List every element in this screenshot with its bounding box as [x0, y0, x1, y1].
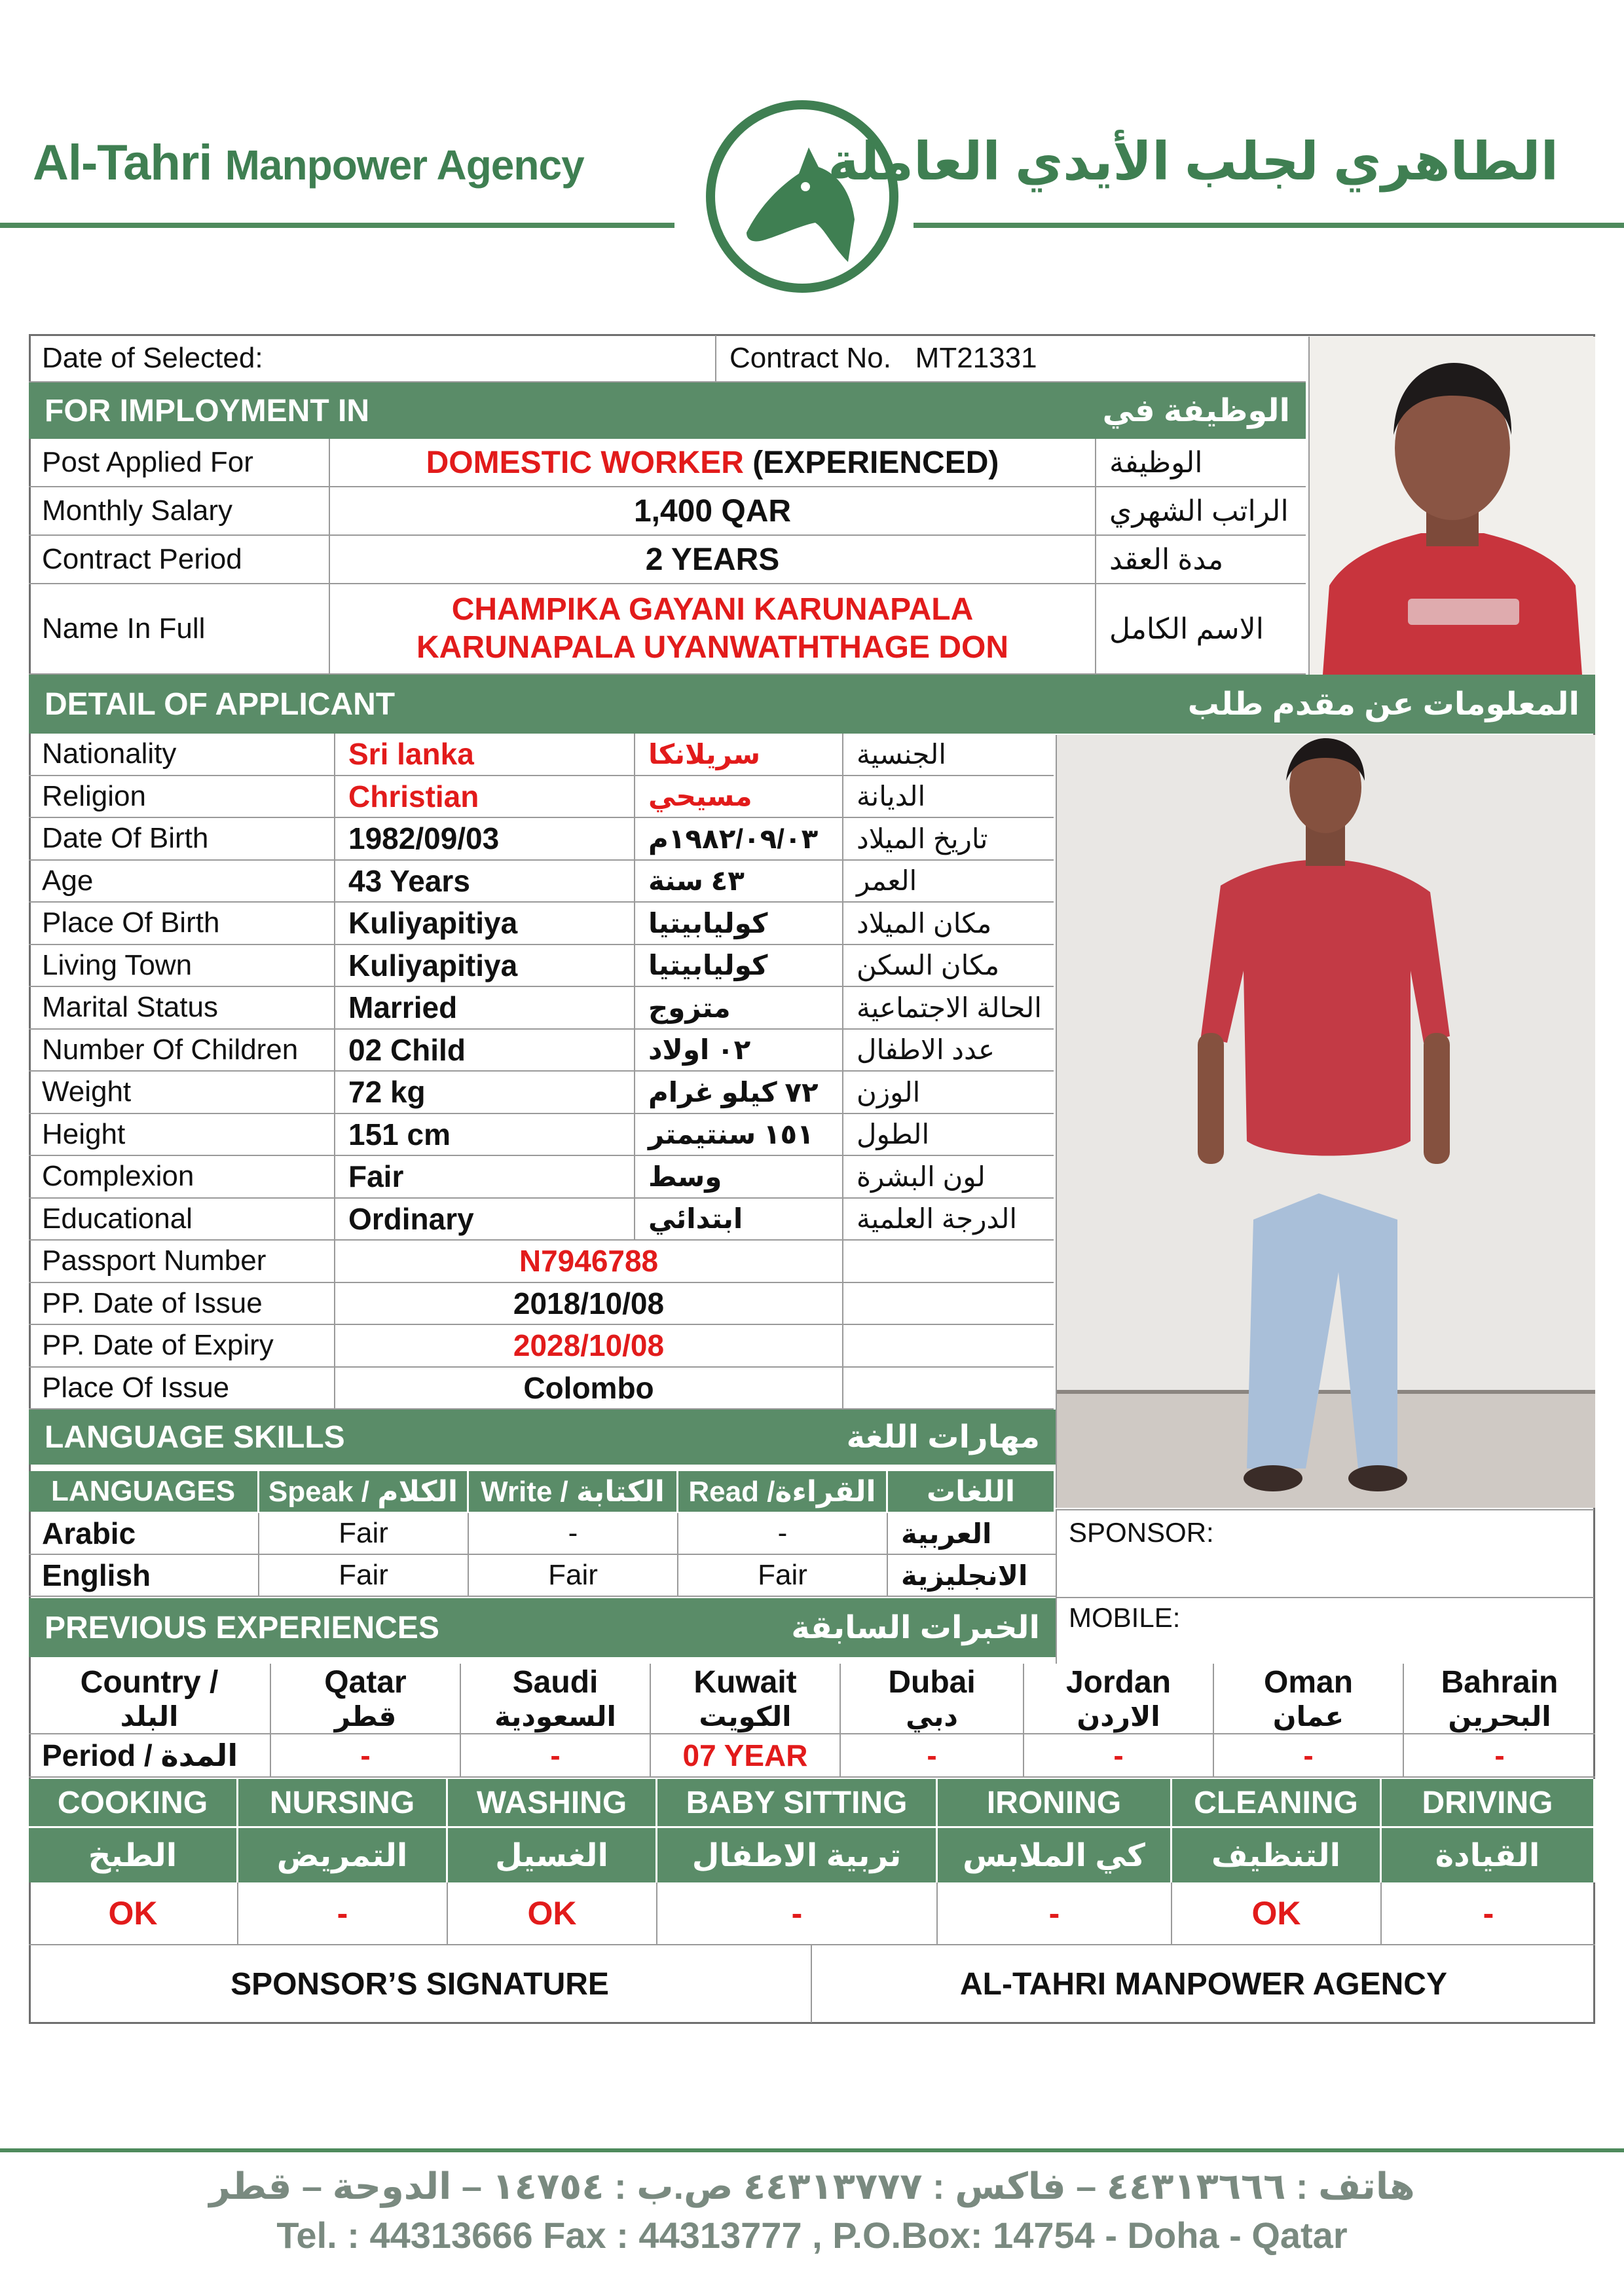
country-ar: قطر	[334, 1701, 397, 1732]
language-title-en: LANGUAGE SKILLS	[45, 1419, 345, 1455]
skill-value: OK	[29, 1882, 238, 1944]
period-value: -	[1494, 1738, 1505, 1772]
applicant-label-ar: تاريخ الميلاد	[857, 823, 988, 854]
skill-cooking: COOKING	[29, 1779, 238, 1826]
country-en: Oman	[1263, 1665, 1354, 1700]
country-ar: السعودية	[494, 1701, 616, 1732]
applicant-label: Complexion	[29, 1156, 335, 1197]
speak-header: Speak / الكلام	[259, 1471, 469, 1512]
applicant-value: Kuliyapitiya	[335, 945, 635, 986]
country-cell	[29, 1664, 271, 1733]
country-en: Qatar	[324, 1665, 407, 1700]
skill-ar: التنظيف	[1172, 1828, 1382, 1882]
skill-value: -	[1483, 1895, 1494, 1932]
mobile-label: MOBILE:	[1069, 1602, 1181, 1633]
post-value-red: DOMESTIC WORKER	[426, 445, 744, 480]
country-cell	[841, 1664, 1024, 1733]
experience-title-en: PREVIOUS EXPERIENCES	[45, 1610, 439, 1645]
applicant-value-ar: متزوج	[635, 987, 843, 1028]
passport-row	[29, 1241, 1054, 1283]
post-value-black: (EXPERIENCED)	[743, 445, 999, 480]
language-name: Arabic	[29, 1513, 259, 1554]
language-row-english	[29, 1555, 1056, 1597]
period-label: Period / المدة	[29, 1734, 271, 1776]
applicant-label-ar: لون البشرة	[857, 1161, 986, 1192]
passport-empty-cell	[843, 1325, 1054, 1366]
applicant-band	[29, 675, 1595, 734]
name-label-ar: الاسم الكامل	[1109, 612, 1264, 645]
date-label: Date of Selected:	[29, 335, 716, 381]
post-label-ar: الوظيفة	[1109, 446, 1203, 479]
contract-cell	[716, 335, 1306, 381]
applicant-label-ar: عدد الاطفال	[857, 1034, 995, 1066]
country-cell	[1214, 1664, 1404, 1733]
footer-contact-ar: هاتف : ٤٤٣١٣٦٦٦ – فاكس : ٤٤٣١٣٧٧٧ ص.ب : ١٤٧٥٤ – الدوحة – قطر	[209, 2165, 1415, 2207]
country-en: Saudi	[512, 1665, 599, 1700]
languages-header-ar: اللغات	[888, 1471, 1056, 1512]
applicant-label-ar: مكان الميلاد	[857, 907, 992, 939]
post-label: Post Applied For	[29, 439, 330, 486]
skill-nursing: NURSING	[238, 1779, 448, 1826]
applicant-label-ar: الديانة	[857, 781, 926, 812]
applicant-value: 43 Years	[335, 861, 635, 902]
skill-value: -	[938, 1882, 1172, 1944]
applicant-label: Nationality	[29, 734, 335, 775]
applicant-row	[29, 1030, 1054, 1072]
language-title-ar: مهارات اللغة	[846, 1420, 1040, 1455]
applicant-value: Married	[335, 987, 635, 1028]
country-en: Kuwait	[693, 1665, 797, 1700]
header-rule-left	[0, 223, 674, 228]
period-value: -	[271, 1734, 461, 1776]
passport-value: N7946788	[335, 1241, 843, 1282]
applicant-label-ar: الدرجة العلمية	[857, 1203, 1018, 1235]
passport-label: Place Of Issue	[29, 1368, 335, 1409]
name-row	[29, 584, 1306, 675]
name-label: Name In Full	[29, 584, 330, 673]
post-row	[29, 439, 1306, 487]
employment-band	[29, 383, 1306, 439]
applicant-row	[29, 861, 1054, 903]
applicant-value-ar: كوليابيتيا	[635, 903, 843, 944]
language-write: -	[469, 1513, 678, 1554]
passport-value: 2018/10/08	[335, 1283, 843, 1324]
countries-row	[29, 1664, 1595, 1734]
applicant-value-ar: كوليابيتيا	[635, 945, 843, 986]
country-ar: عمان	[1272, 1701, 1344, 1732]
country-cell	[651, 1664, 841, 1733]
write-header: Write / الكتابة	[469, 1471, 678, 1512]
skill-ar: التمريض	[238, 1828, 448, 1882]
brand-name-en	[33, 134, 584, 191]
applicant-label-ar: الطول	[857, 1119, 930, 1150]
sponsor-signature: SPONSOR’S SIGNATURE	[29, 1945, 812, 2023]
skill-value: OK	[448, 1882, 657, 1944]
country-en: Dubai	[888, 1665, 976, 1700]
passport-empty-cell	[843, 1241, 1054, 1282]
languages-header: LANGUAGES	[29, 1471, 259, 1512]
header-rule-right	[913, 223, 1624, 228]
employment-title-en: FOR IMPLOYMENT IN	[45, 393, 369, 428]
skills-values-row	[29, 1882, 1595, 1945]
country-ar: الكويت	[699, 1701, 792, 1732]
skill-baby-sitting: BABY SITTING	[657, 1779, 938, 1826]
applicant-row	[29, 1114, 1054, 1157]
language-speak: Fair	[259, 1555, 469, 1596]
applicant-label: Number Of Children	[29, 1030, 335, 1071]
sponsor-label: SPONSOR:	[1069, 1517, 1214, 1548]
language-name: English	[29, 1555, 259, 1596]
country-ar: البلد	[120, 1701, 179, 1732]
applicant-label-ar: الحالة الاجتماعية	[857, 992, 1042, 1023]
country-ar: البحرين	[1448, 1701, 1551, 1732]
skill-ar: تربية الاطفال	[657, 1828, 938, 1882]
country-en: Bahrain	[1441, 1665, 1559, 1700]
applicant-label: Height	[29, 1114, 335, 1155]
contract-number: MT21331	[915, 342, 1037, 374]
country-cell	[271, 1664, 461, 1733]
experience-band	[29, 1598, 1056, 1657]
read-header: Read /القراءة	[678, 1471, 888, 1512]
skill-driving: DRIVING	[1382, 1779, 1595, 1826]
language-read: -	[678, 1513, 888, 1554]
applicant-value-ar: ٤٣ سنة	[635, 861, 843, 902]
passport-value: Colombo	[335, 1368, 843, 1409]
language-write: Fair	[469, 1555, 678, 1596]
applicant-label-ar: الوزن	[857, 1076, 921, 1108]
horse-logo-icon	[701, 95, 904, 298]
full-body-photo	[1056, 735, 1595, 1508]
country-ar: دبي	[906, 1701, 958, 1732]
passport-row	[29, 1368, 1054, 1410]
skill-value: -	[657, 1882, 938, 1944]
brand-name-part2: Manpower Agency	[225, 141, 584, 189]
passport-row	[29, 1325, 1054, 1368]
applicant-value-ar: سريلانكا	[635, 734, 843, 775]
full-name-line1: CHAMPIKA GAYANI KARUNAPALA	[451, 592, 974, 627]
passport-label: PP. Date of Issue	[29, 1283, 335, 1324]
period-value: -	[1024, 1734, 1214, 1776]
applicant-value-ar: وسط	[635, 1156, 843, 1197]
applicant-value: Christian	[335, 776, 635, 817]
applicant-value-ar: مسيحي	[635, 776, 843, 817]
headshot-photo	[1308, 337, 1595, 675]
mobile-box	[1056, 1597, 1594, 1664]
period-values-row	[29, 1734, 1595, 1778]
country-cell	[1404, 1664, 1595, 1733]
contract-period-label-ar: مدة العقد	[1109, 543, 1224, 576]
period-value: -	[841, 1734, 1024, 1776]
language-read: Fair	[678, 1555, 888, 1596]
applicant-value-ar: ٠٢ اولاد	[635, 1030, 843, 1071]
skill-value: OK	[1172, 1882, 1382, 1944]
brand-name-ar: الطاهري لجلب الأيدي العاملة	[828, 132, 1559, 191]
applicant-value: 151 cm	[335, 1114, 635, 1155]
applicant-row	[29, 903, 1054, 945]
applicant-value: Kuliyapitiya	[335, 903, 635, 944]
agency-signature: AL-TAHRI MANPOWER AGENCY	[960, 1966, 1447, 2002]
applicant-row	[29, 945, 1054, 988]
applicant-row	[29, 734, 1054, 776]
applicant-value: 1982/09/03	[335, 818, 635, 859]
country-ar: الاردن	[1077, 1701, 1160, 1732]
applicant-label: Place Of Birth	[29, 903, 335, 944]
country-en: Country /	[80, 1665, 219, 1700]
signature-row	[29, 1945, 1595, 2023]
skill-ar: الغسيل	[448, 1828, 657, 1882]
applicant-row	[29, 1072, 1054, 1114]
contract-period-label: Contract Period	[29, 536, 330, 583]
applicant-value: 02 Child	[335, 1030, 635, 1071]
applicant-value: Ordinary	[335, 1199, 635, 1240]
applicant-value: 72 kg	[335, 1072, 635, 1113]
period-row	[29, 536, 1306, 584]
applicant-label: Age	[29, 861, 335, 902]
applicant-row	[29, 987, 1054, 1030]
language-speak: Fair	[259, 1513, 469, 1554]
language-row-arabic	[29, 1513, 1056, 1555]
applicant-label-ar: العمر	[857, 865, 917, 897]
applicant-label: Weight	[29, 1072, 335, 1113]
applicant-value-ar: ١٩٨٢/٠٩/٠٣م	[635, 818, 843, 859]
applicant-label: Marital Status	[29, 987, 335, 1028]
period-value: -	[461, 1734, 651, 1776]
experience-title-ar: الخبرات السابقة	[791, 1611, 1040, 1645]
skill-ar: القيادة	[1382, 1828, 1595, 1882]
language-name-ar: الانجليزية	[901, 1560, 1028, 1591]
applicant-label: Educational	[29, 1199, 335, 1240]
applicant-title-ar: المعلومات عن مقدم طلب	[1187, 687, 1579, 722]
country-cell	[1024, 1664, 1214, 1733]
passport-label: Passport Number	[29, 1241, 335, 1282]
brand-name-part1: Al-Tahri	[33, 135, 212, 191]
contract-label: Contract No.	[729, 342, 891, 374]
applicant-label: Religion	[29, 776, 335, 817]
period-value: 07 YEAR	[651, 1734, 841, 1776]
skill-cleaning: CLEANING	[1172, 1779, 1382, 1826]
passport-empty-cell	[843, 1368, 1054, 1409]
passport-value: 2028/10/08	[335, 1325, 843, 1366]
skills-header-en	[29, 1779, 1595, 1826]
applicant-value: Sri lanka	[335, 734, 635, 775]
skill-ar: الطبخ	[29, 1828, 238, 1882]
language-header-row	[29, 1471, 1056, 1512]
applicant-label: Living Town	[29, 945, 335, 986]
skill-value: -	[238, 1882, 448, 1944]
passport-row	[29, 1283, 1054, 1326]
footer-rule	[0, 2148, 1624, 2152]
applicant-value-ar: ١٥١ سنتيمتر	[635, 1114, 843, 1155]
employment-title-ar: الوظيفة في	[1102, 394, 1290, 428]
passport-empty-cell	[843, 1283, 1054, 1324]
country-cell	[461, 1664, 651, 1733]
applicant-value-ar: ابتدائي	[635, 1199, 843, 1240]
passport-label: PP. Date of Expiry	[29, 1325, 335, 1366]
top-row	[29, 335, 1306, 383]
salary-value: 1,400 QAR	[330, 487, 1096, 534]
language-band	[29, 1410, 1056, 1465]
applicant-row	[29, 776, 1054, 819]
contract-period-value: 2 YEARS	[330, 536, 1096, 583]
applicant-title-en: DETAIL OF APPLICANT	[45, 686, 396, 722]
country-en: Jordan	[1065, 1665, 1172, 1700]
period-value: -	[1214, 1734, 1404, 1776]
applicant-row	[29, 1199, 1054, 1241]
applicant-value: Fair	[335, 1156, 635, 1197]
applicant-label-ar: مكان السكن	[857, 950, 1000, 981]
salary-row	[29, 487, 1306, 536]
salary-label: Monthly Salary	[29, 487, 330, 534]
salary-label-ar: الراتب الشهري	[1109, 495, 1289, 527]
post-value	[330, 439, 1096, 486]
applicant-value-ar: ٧٢ كيلو غرام	[635, 1072, 843, 1113]
skill-washing: WASHING	[448, 1779, 657, 1826]
sponsor-box	[1056, 1509, 1594, 1597]
full-name	[330, 584, 1096, 673]
full-name-line2: KARUNAPALA UYANWATHTHAGE DON	[416, 630, 1008, 665]
footer-contact-en: Tel. : 44313666 Fax : 44313777 , P.O.Box: 14754 - Doha - Qatar	[276, 2215, 1348, 2256]
skill-ironing: IRONING	[938, 1779, 1172, 1826]
applicant-label: Date Of Birth	[29, 818, 335, 859]
language-name-ar: العربية	[901, 1518, 992, 1549]
applicant-row	[29, 1156, 1054, 1199]
applicant-row	[29, 818, 1054, 861]
skill-ar: كي الملابس	[938, 1828, 1172, 1882]
applicant-label-ar: الجنسية	[857, 738, 946, 770]
skills-header-ar	[29, 1826, 1595, 1882]
